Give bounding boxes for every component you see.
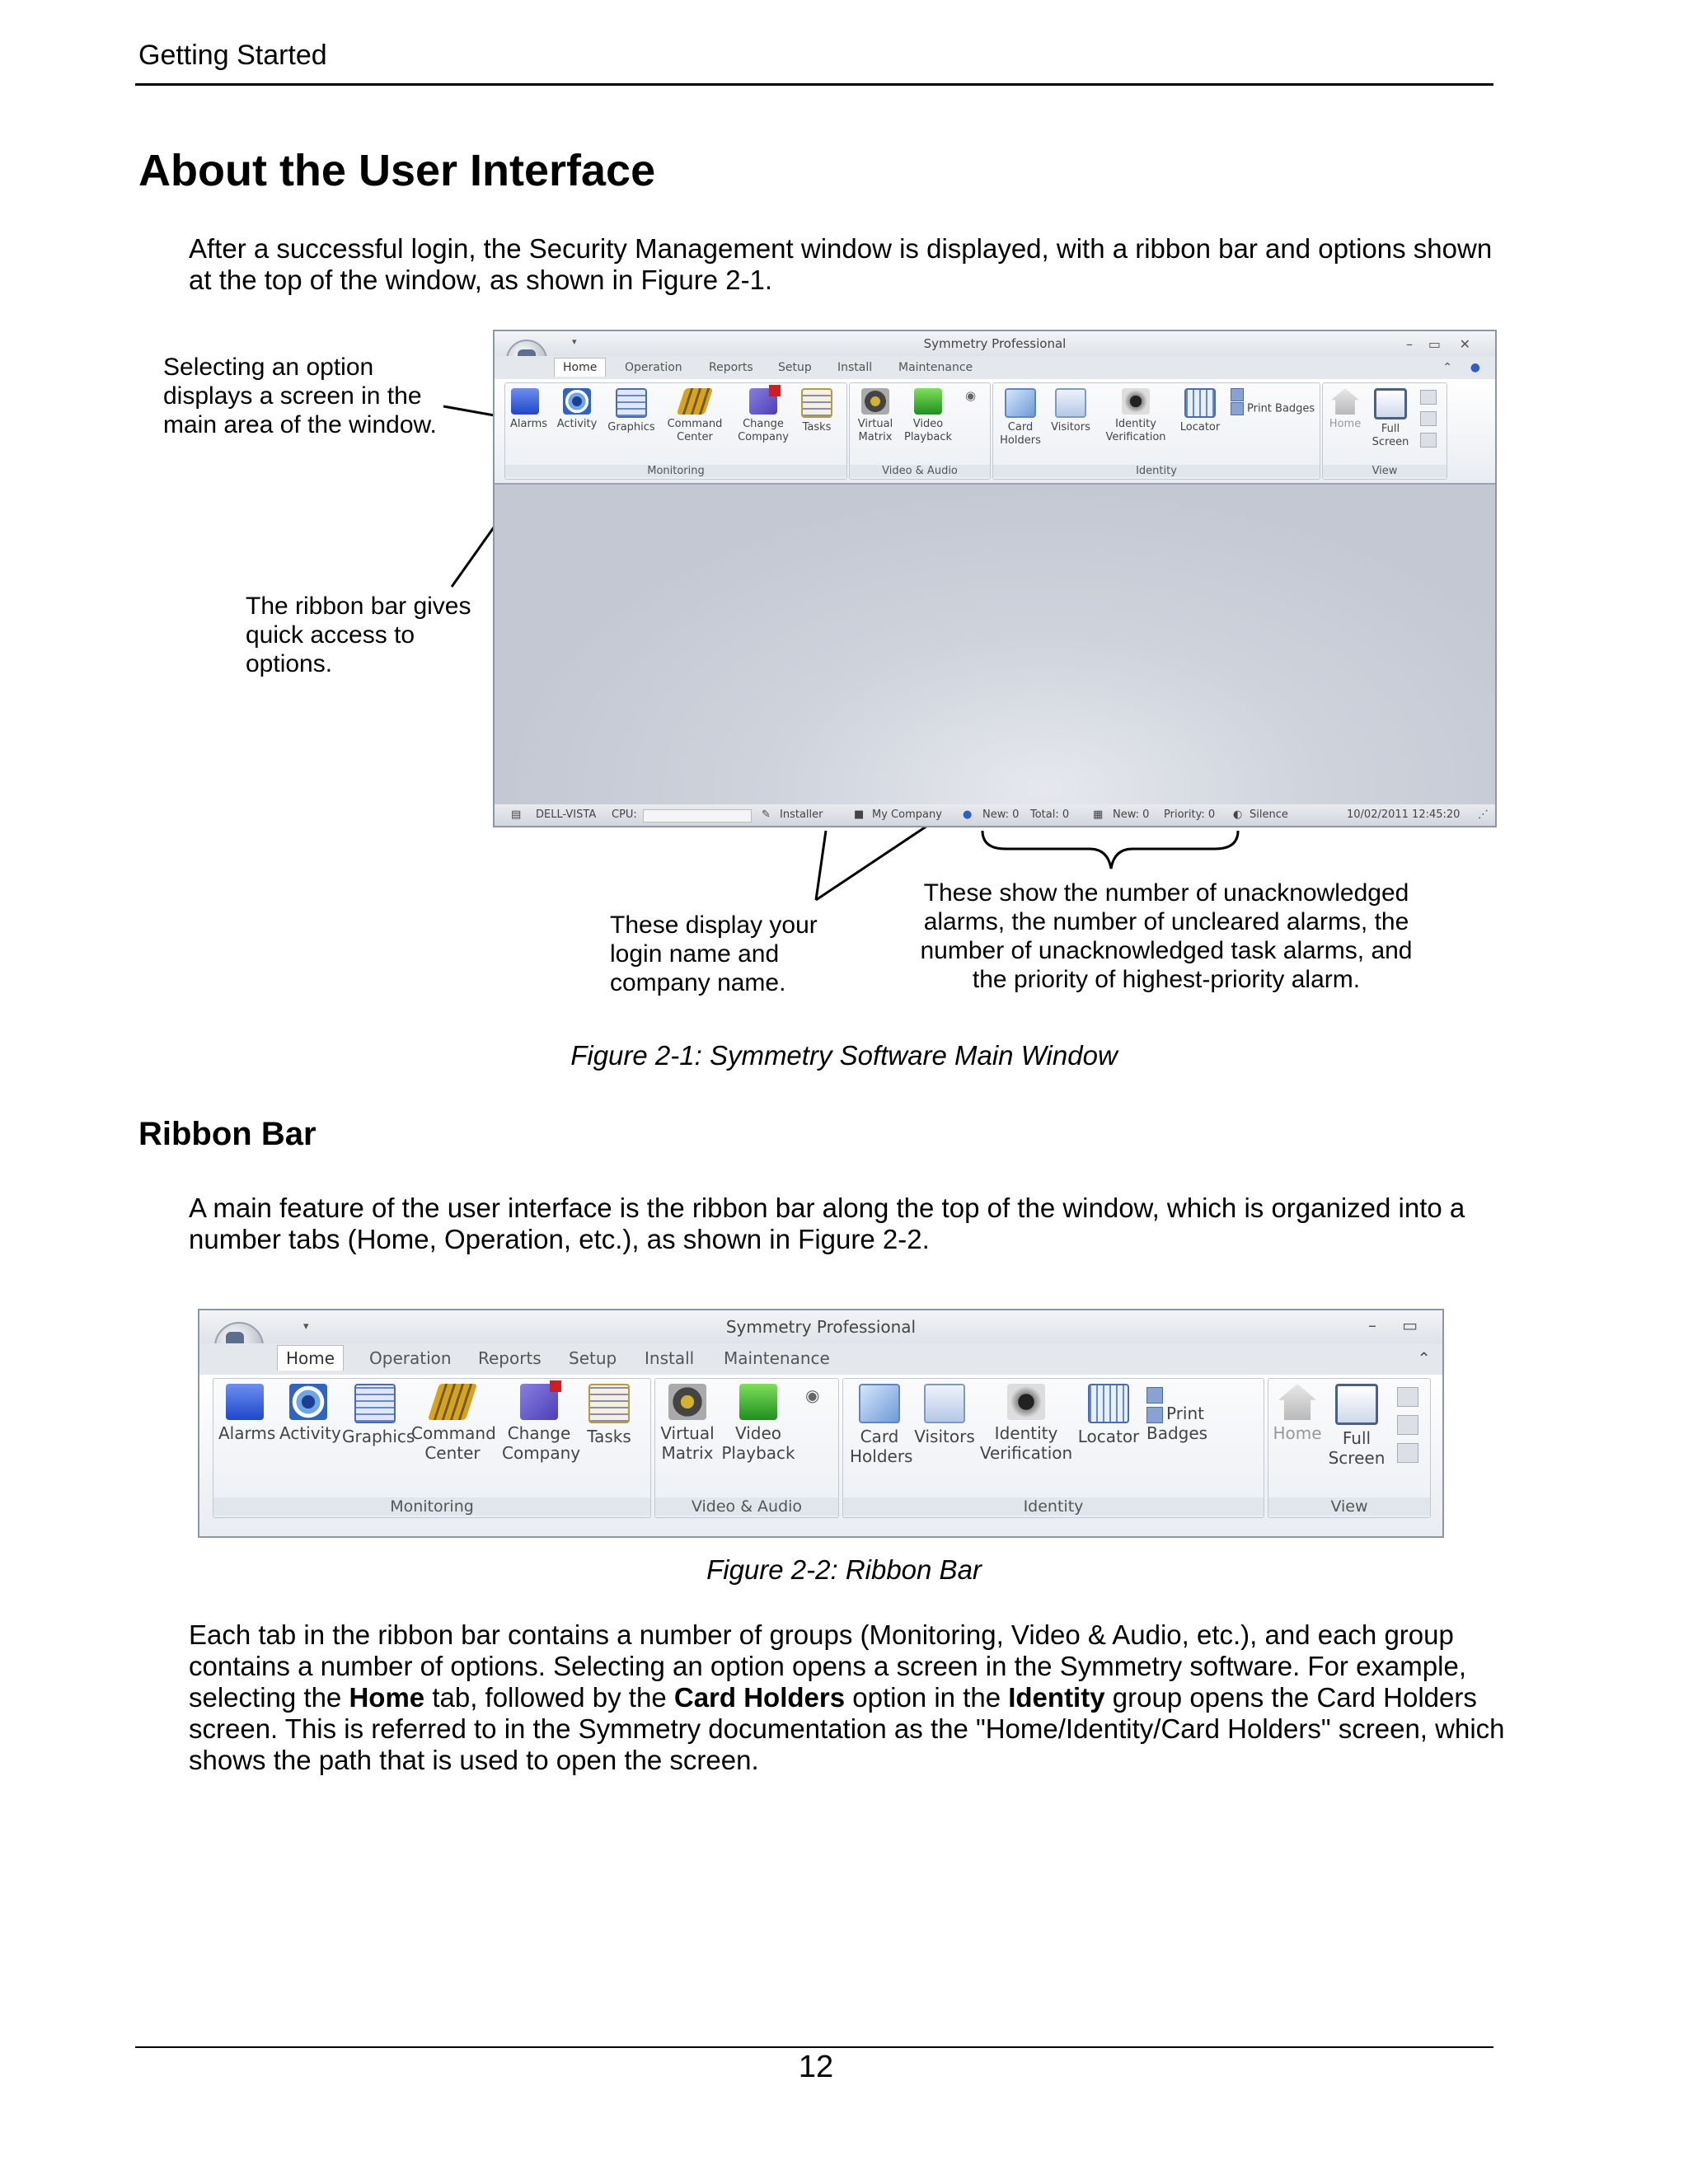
maximize-icon[interactable]: ▭ xyxy=(1428,336,1441,352)
ribbon-collapse-icon[interactable]: ⌃ xyxy=(1442,361,1452,374)
virtual-matrix-icon-2 xyxy=(668,1384,706,1420)
eye-icon-2 xyxy=(289,1384,327,1420)
user-icon: ✎ xyxy=(762,808,771,821)
app-window-screenshot xyxy=(493,330,1497,827)
ribbon-bar-screenshot xyxy=(198,1309,1444,1538)
full-screen-button-2[interactable]: Full Screen xyxy=(1328,1384,1386,1468)
locator-icon xyxy=(1184,388,1216,418)
graphics-icon xyxy=(616,388,647,418)
virtual-matrix-icon xyxy=(861,388,889,415)
tab-operation-2[interactable]: Operation xyxy=(369,1348,452,1368)
identity-verification-icon-2 xyxy=(1007,1384,1045,1420)
activity-button-2[interactable]: Activity xyxy=(279,1384,337,1443)
minimize-icon-2[interactable]: – xyxy=(1368,1315,1376,1335)
group-identity-2 xyxy=(842,1378,1264,1518)
locator-button[interactable]: Locator xyxy=(1176,388,1224,434)
main-workspace xyxy=(495,485,1495,804)
locator-icon-2 xyxy=(1088,1384,1129,1423)
ribbon-bar-2 xyxy=(199,1375,1442,1536)
cascade-icon-2[interactable] xyxy=(1397,1443,1418,1463)
status-host: DELL-VISTA xyxy=(536,808,597,821)
home-view-button[interactable]: Home xyxy=(1326,388,1364,431)
intro-paragraph: After a successful login, the Security Management window is displayed, with a ribbon bar and options shown at the top of the window, as shown in Figure 2-1. xyxy=(189,233,1493,295)
status-company: My Company xyxy=(872,808,942,821)
group-video-audio-2 xyxy=(654,1378,839,1518)
full-screen-icon-2 xyxy=(1335,1384,1378,1425)
status-datetime: 10/02/2011 12:45:20 xyxy=(1347,808,1461,821)
quick-access-chevron-icon[interactable]: ▾ xyxy=(572,336,577,347)
title-bar xyxy=(495,331,1495,356)
ribbon-tabs-2 xyxy=(199,1343,1442,1375)
card-holders-icon-2 xyxy=(859,1384,900,1423)
title-bar-2 xyxy=(199,1310,1442,1343)
home-view-button-2[interactable]: Home xyxy=(1272,1384,1323,1443)
tab-home-2[interactable]: Home xyxy=(277,1345,344,1371)
identity-verification-button-2[interactable]: Identity Verification xyxy=(978,1384,1074,1463)
dialog-launcher-icon[interactable]: ◉ xyxy=(965,388,977,403)
eye-icon xyxy=(563,388,591,415)
full-screen-icon xyxy=(1374,388,1407,419)
resize-grip-icon[interactable]: ⋰ xyxy=(1478,808,1489,821)
window-title-2: Symmetry Professional xyxy=(725,1317,917,1337)
card-holders-button-2[interactable]: Card Holders xyxy=(850,1384,909,1466)
video-playback-button[interactable]: Video Playback xyxy=(901,388,955,444)
status-new-alarms: New: 0 xyxy=(982,808,1020,821)
tab-install[interactable]: Install xyxy=(837,361,873,374)
figure-2-caption: Figure 2-2: Ribbon Bar xyxy=(706,1554,982,1585)
cascade-icon[interactable] xyxy=(1420,433,1437,448)
command-center-icon-2 xyxy=(428,1384,477,1420)
group-label-identity: Identity xyxy=(993,465,1320,477)
change-company-icon-2 xyxy=(520,1384,558,1420)
alarm-status-icon: ● xyxy=(963,808,973,821)
group-label-video-2: Video & Audio xyxy=(655,1497,838,1516)
print-badges-button-2[interactable]: Print Badges xyxy=(1146,1384,1262,1443)
alarms-button[interactable]: Alarms xyxy=(510,388,540,431)
alarm-icon xyxy=(511,388,539,415)
card-holders-button[interactable]: Card Holders xyxy=(998,388,1043,448)
change-company-icon xyxy=(749,388,777,415)
home-icon-2 xyxy=(1278,1384,1316,1420)
group-label-identity-2: Identity xyxy=(843,1497,1264,1516)
callout-counts: These show the number of unacknowledged alarms, the number of uncleared alarms, the number of unacknowledged task alarms, and the priority of highest-priority alarm. xyxy=(920,879,1413,993)
tab-reports[interactable]: Reports xyxy=(709,361,753,374)
identity-verification-icon xyxy=(1122,388,1150,415)
group-label-monitoring: Monitoring xyxy=(505,465,846,477)
identity-verification-button[interactable]: Identity Verification xyxy=(1099,388,1173,444)
full-screen-button[interactable]: Full Screen xyxy=(1369,388,1412,449)
status-new-tasks: New: 0 xyxy=(1113,808,1150,821)
change-company-button[interactable]: Change Company xyxy=(736,388,790,444)
locator-button-2[interactable]: Locator xyxy=(1077,1384,1140,1446)
final-paragraph: Each tab in the ribbon bar contains a number of groups (Monitoring, Video & Audio, etc.), and each group contains a number of options. Selecting an option opens a screen in the Symmetry software. For example, selecting the Home tab, followed by the Card Holders option in the Identity group opens the Card Holders screen. This is referred to in the Symmetry documentation as the "Home/Identity/Card Holders" screen, which shows the path that is used to open the screen. xyxy=(189,1619,1505,1775)
tab-maintenance-2[interactable]: Maintenance xyxy=(724,1348,830,1368)
status-cpu: CPU: xyxy=(612,808,637,821)
silence-icon: ◐ xyxy=(1233,808,1243,821)
callout-ribbon: The ribbon bar gives quick access to options. xyxy=(246,593,471,677)
print-badges-button[interactable]: Print Badges xyxy=(1231,388,1320,415)
group-monitoring-2 xyxy=(213,1378,651,1518)
page-title: About the User Interface xyxy=(138,146,656,195)
tab-reports-2[interactable]: Reports xyxy=(478,1348,542,1368)
group-label-view-2: View xyxy=(1268,1497,1430,1516)
alarms-button-2[interactable]: Alarms xyxy=(218,1384,271,1443)
footer-rule xyxy=(135,2046,1493,2048)
status-total-alarms: Total: 0 xyxy=(1030,808,1070,821)
play-pause-icon xyxy=(914,388,942,415)
command-center-button-2[interactable]: Command Center xyxy=(411,1384,494,1463)
company-icon: ■ xyxy=(854,808,865,821)
activity-button[interactable]: Activity xyxy=(555,388,599,431)
card-holders-icon xyxy=(1005,388,1036,418)
list-icon-2[interactable] xyxy=(1397,1415,1418,1435)
print-icon-2 xyxy=(1146,1407,1163,1423)
minimize-icon[interactable]: – xyxy=(1406,336,1413,352)
graphics-button[interactable]: Graphics xyxy=(607,388,655,434)
command-center-icon xyxy=(677,388,713,415)
status-user: Installer xyxy=(780,808,823,821)
maximize-icon-2[interactable]: ▭ xyxy=(1402,1315,1418,1335)
tab-operation[interactable]: Operation xyxy=(625,361,682,374)
video-playback-button-2[interactable]: Video Playback xyxy=(721,1384,795,1463)
tab-setup[interactable]: Setup xyxy=(778,361,812,374)
visitors-button-2[interactable]: Visitors xyxy=(914,1384,975,1446)
tasks-icon xyxy=(801,388,832,418)
alarm-icon-2 xyxy=(226,1384,264,1420)
ribbon-tabs xyxy=(495,356,1495,379)
callout-login: These display your login name and company name. xyxy=(610,912,818,996)
tab-install-2[interactable]: Install xyxy=(645,1348,695,1368)
cpu-meter xyxy=(643,809,752,823)
silence-button[interactable]: Silence xyxy=(1250,808,1288,821)
group-identity xyxy=(992,382,1320,480)
visitors-button[interactable]: Visitors xyxy=(1048,388,1094,434)
visitors-icon xyxy=(1055,388,1086,418)
ribbon-paragraph: A main feature of the user interface is the ribbon bar along the top of the window, which is organized into a number tabs (Home, Operation, etc.), as shown in Figure 2-2. xyxy=(189,1193,1465,1254)
virtual-matrix-button[interactable]: Virtual Matrix xyxy=(855,388,896,444)
group-label-video: Video & Audio xyxy=(850,465,990,477)
tab-setup-2[interactable]: Setup xyxy=(569,1348,617,1368)
layout-icon[interactable] xyxy=(1420,390,1437,405)
ribbon-bar xyxy=(495,379,1495,485)
computer-icon: ▤ xyxy=(511,808,522,821)
tasks-button-2[interactable]: Tasks xyxy=(584,1384,634,1446)
group-video-audio xyxy=(849,382,991,480)
command-center-button[interactable]: Command Center xyxy=(663,388,726,444)
help-icon[interactable]: ● xyxy=(1470,361,1480,374)
task-status-icon: ▦ xyxy=(1093,808,1104,821)
window-title: Symmetry Professional xyxy=(923,336,1067,351)
group-view xyxy=(1322,382,1447,480)
group-monitoring xyxy=(504,382,847,480)
virtual-matrix-button-2[interactable]: Virtual Matrix xyxy=(660,1384,715,1463)
play-pause-icon-2 xyxy=(739,1384,777,1420)
close-icon[interactable]: ✕ xyxy=(1459,336,1470,352)
graphics-icon-2 xyxy=(354,1384,396,1423)
ribbon-collapse-icon-2[interactable]: ⌃ xyxy=(1417,1348,1431,1368)
list-icon[interactable] xyxy=(1420,411,1437,426)
section-heading-ribbon-bar: Ribbon Bar xyxy=(138,1116,316,1152)
status-bar xyxy=(495,804,1495,826)
dialog-launcher-icon-2[interactable]: ◉ xyxy=(805,1385,820,1405)
group-label-monitoring-2: Monitoring xyxy=(213,1497,650,1516)
figure-1-caption: Figure 2-1: Symmetry Software Main Window xyxy=(570,1040,1118,1071)
status-priority: Priority: 0 xyxy=(1164,808,1216,821)
graphics-button-2[interactable]: Graphics xyxy=(342,1384,408,1446)
running-header: Getting Started xyxy=(138,40,327,71)
tab-home[interactable]: Home xyxy=(554,358,606,377)
callout-option: Selecting an option displays a screen in the main area of the window. xyxy=(163,354,437,438)
visitors-icon-2 xyxy=(924,1384,965,1423)
tasks-icon-2 xyxy=(588,1384,630,1423)
page-number: 12 xyxy=(798,2050,834,2084)
group-label-view: View xyxy=(1323,465,1447,477)
print-icon xyxy=(1231,402,1244,415)
badge-icon xyxy=(1231,388,1244,401)
layout-icon-2[interactable] xyxy=(1397,1387,1418,1407)
tasks-button[interactable]: Tasks xyxy=(799,388,835,434)
group-view-2 xyxy=(1268,1378,1431,1518)
tab-maintenance[interactable]: Maintenance xyxy=(898,361,973,374)
badge-icon-2 xyxy=(1146,1387,1163,1404)
home-icon xyxy=(1331,388,1359,415)
change-company-button-2[interactable]: Change Company xyxy=(502,1384,576,1463)
quick-access-chevron-icon-2[interactable]: ▾ xyxy=(303,1320,309,1333)
